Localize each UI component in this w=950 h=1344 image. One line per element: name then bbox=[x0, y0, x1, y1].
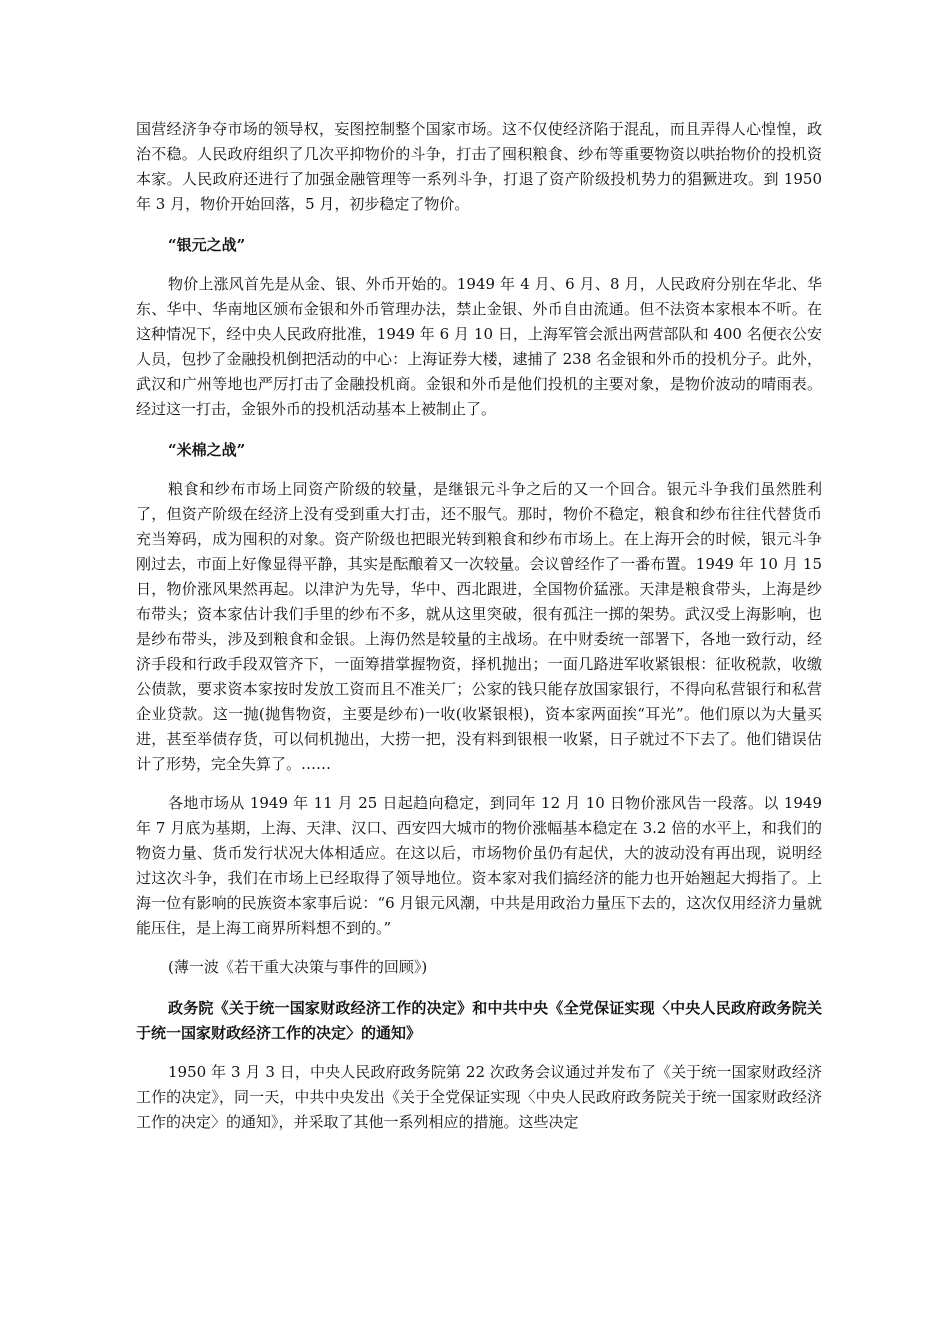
paragraph-decision-1950: 1950 年 3 月 3 日，中央人民政府政务院第 22 次政务会议通过并发布了《关于统一国家财政经济工作的决定》，同一天，中共中央发出《关于全党保证实现〈中央人民政府政务院关于统一国家财政经济工作的决定〉的通知》，并采取了其他一系列相应的措施。这些决定 bbox=[136, 1063, 822, 1131]
paragraph-market-stable: 各地市场从 1949 年 11 月 25 日起趋向稳定，到同年 12 月 10 日物价涨风告一段落。以 1949 年 7 月底为基期，上海、天津、汉口、西安四大城市的物价涨幅基本稳定在 3.2 倍的水平上，和我们的物资力量、货币发行状况大体相适应。在这以后，市场物价虽仍有起伏，大的波动没有再出现，说明经过这次斗争，我们在市场上已经取得了领导地位。资本家对我们搞经济的能力也开始翘起大拇指了。上海一位有影响的民族资本家事后说：“6 月银元风潮，中共是用政治力量压下去的，这次仅用经济力量就能压住，是上海工商界所料想不到的。” bbox=[136, 794, 822, 937]
heading-unify-finance-decision: 政务院《关于统一国家财政经济工作的决定》和中共中央《全党保证实现〈中央人民政府政务院关于统一国家财政经济工作的决定〉的通知》 bbox=[136, 999, 822, 1042]
heading-rice-cotton-battle: “米棉之战” bbox=[168, 441, 246, 459]
heading-silver-dollar-battle: “银元之战” bbox=[168, 236, 246, 254]
paragraph-rice-cotton: 粮食和纱布市场上同资产阶级的较量，是继银元斗争之后的又一个回合。银元斗争我们虽然胜利了，但资产阶级在经济上没有受到重大打击，还不服气。那时，物价不稳定，粮食和纱布往往代替货币充当筹码，成为囤积的对象。资产阶级也把眼光转到粮食和纱布市场上。在上海开会的时候，银元斗争刚过去，市面上好像显得平静，其实是酝酿着又一次较量。会议曾经作了一番布置。1949 年 10 月 15 日，物价涨风果然再起。以津沪为先导，华中、西北跟进，全国物价猛涨。天津是粮食带头，上海是纱布带头；资本家估计我们手里的纱布不多，就从这里突破，很有孤注一掷的架势。武汉受上海影响，也是纱布带头，涉及到粮食和金银。上海仍然是较量的主战场。在中财委统一部署下，各地一致行动，经济手段和行政手段双管齐下，一面筹措掌握物资，择机抛出；一面几路进军收紧银根：征收税款，收缴公债款，要求资本家按时发放工资而且不准关厂；公家的钱只能存放国家银行，不得向私营银行和私营企业贷款。这一抛(抛售物资，主要是纱布)一收(收紧银根)，资本家两面挨“耳光”。他们原以为大量买进，甚至举债存货，可以伺机抛出，大捞一把，没有料到银根一收紧，日子就过不下去了。他们错误估计了形势，完全失算了。…… bbox=[136, 480, 822, 773]
citation-source: (薄一波《若干重大决策与事件的回顾》) bbox=[168, 958, 428, 976]
paragraph-silver-dollar: 物价上涨风首先是从金、银、外币开始的。1949 年 4 月、6 月、8 月，人民政府分别在华北、华东、华中、华南地区颁布金银和外币管理办法，禁止金银、外币自由流通。但不法资本家根本不听。在这种情况下，经中央人民政府批准，1949 年 6 月 10 日，上海军管会派出两营部队和 400 名便衣公安人员，包抄了金融投机倒把活动的中心：上海证券大楼，逮捕了 238 名金银和外币的投机分子。此外，武汉和广州等地也严厉打击了金融投机商。金银和外币是他们投机的主要对象，是物价波动的晴雨表。经过这一打击，金银外币的投机活动基本上被制止了。 bbox=[136, 275, 822, 418]
paragraph-intro: 国营经济争夺市场的领导权，妄图控制整个国家市场。这不仅使经济陷于混乱，而且弄得人心惶惶，政治不稳。人民政府组织了几次平抑物价的斗争，打击了囤积粮食、纱布等重要物资以哄抬物价的投机资本家。人民政府还进行了加强金融管理等一系列斗争，打退了资产阶级投机势力的猖獗进攻。到 1950 年 3 月，物价开始回落，5 月，初步稳定了物价。 bbox=[136, 120, 822, 213]
document-page bbox=[136, 117, 822, 1135]
